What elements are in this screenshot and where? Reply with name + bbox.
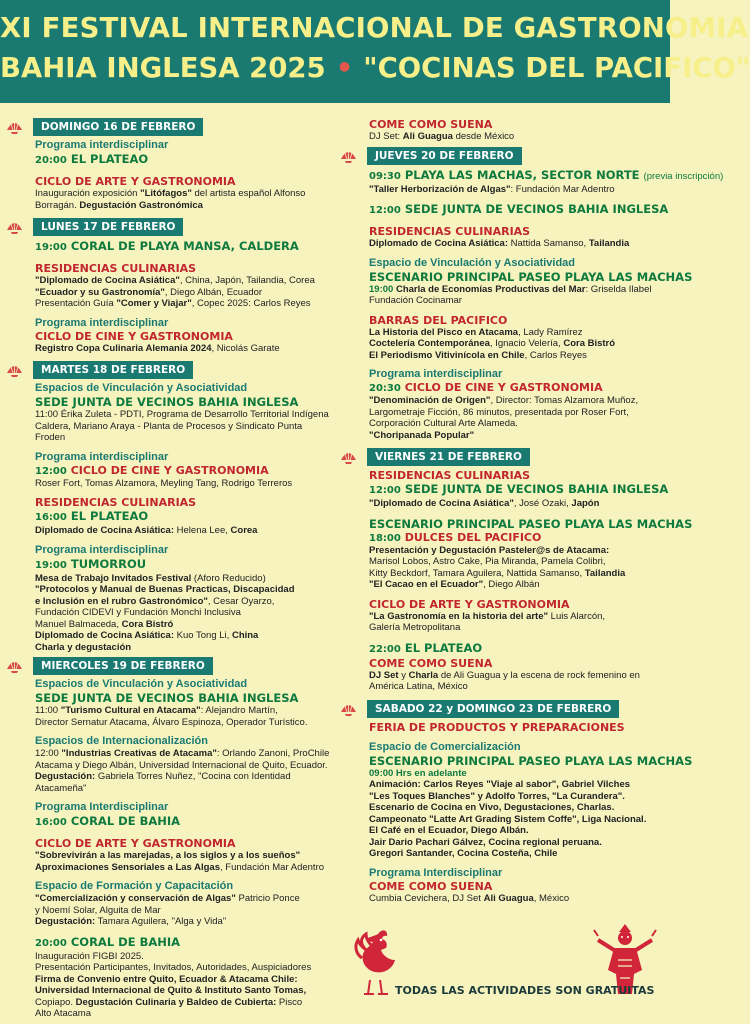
- event-description: Cumbia Cevichera, DJ Set Ali Guagua, México: [369, 892, 570, 904]
- cycle-title: CICLO DE ARTE Y GASTRONOMIA: [35, 175, 236, 188]
- venue-line: 18:00 DULCES DEL PACIFICO: [369, 530, 542, 544]
- day-section-sunday-16: [6, 139, 334, 211]
- event-description: Roser Fort, Tomas Alzamora, Meyling Tang, Rodrigo Terreros: [35, 477, 293, 489]
- venue-name: COME COMO SUENA: [369, 879, 493, 893]
- event-description: Animación: Carlos Reyes "Viaje al sabor", Gabriel Vilches "Les Toques Blanches" y Adolfo Torres, "La Curandera". Escenario de Cocina en Vivo, Degustaciones, Charlas. Campeonato "Latte Art Grading Sistem Coffe", Liga Nacional. El Café en el Ecuador, Diego Albán. Jair Dario Pachari Gálvez, Cocina regional peruana. Gregori Santander, Cocina Costeña, Chile: [369, 779, 647, 859]
- festival-subtitle: [0, 52, 750, 84]
- event-description: La Historia del Pisco en Atacama, Lady Ramírez Coctelería Contemporánea, Ignacio Velería, Cora Bistró El Periodismo Vitivinícola en Chile, Carlos Reyes: [369, 326, 616, 361]
- venue-line: 12:00 CICLO DE CINE Y GASTRONOMIA: [35, 463, 269, 477]
- day-label: LUNES 17 DE FEBRERO: [33, 218, 183, 236]
- venue-name: ESCENARIO PRINCIPAL PASEO PLAYA LAS MACHAS: [369, 516, 693, 531]
- shell-icon: [6, 362, 23, 377]
- event-time: 09:00 Hrs en adelante: [369, 767, 467, 779]
- event-description: "Taller Herborización de Algas": Fundación Mar Adentro: [369, 183, 615, 195]
- venue-name: ESCENARIO PRINCIPAL PASEO PLAYA LAS MACHAS: [369, 753, 693, 768]
- day-header-tuesday-18: [6, 361, 334, 379]
- right-column: [340, 118, 724, 904]
- venue-line: 19:00 CORAL DE PLAYA MANSA, CALDERA: [35, 239, 299, 253]
- event-time: 20:00: [35, 155, 67, 166]
- venue-line: 20:00 CORAL DE BAHIA: [35, 934, 181, 949]
- program-label: Programa interdisciplinar: [35, 139, 169, 151]
- space-label: Espacios de Internacionalización: [35, 735, 208, 747]
- day-label: MARTES 18 DE FEBRERO: [33, 361, 193, 379]
- venue-name: EL PLATEAO: [70, 152, 149, 166]
- day-section-thursday-20: [340, 167, 724, 442]
- event-description: 11:00 Érika Zuleta - PDTI, Programa de Desarrollo Territorial Indígena Caldera, Mariano Araya - Planta de Procesos y Sindicato Punta Froden: [35, 409, 329, 443]
- event-description: "Comercialización y conservación de Algas" Patricio Ponce y Noemí Solar, Alguita de Mar Degustación: Tamara Aguilera, "Alga y Vida": [35, 893, 300, 927]
- event-description: "Diplomado de Cocina Asiática", China, Japón, Tailandia, Corea "Ecuador y su Gastronomía", Diego Albán, Ecuador Presentación Guía "Comer y Viajar", Copec 2025: Carlos Reyes: [35, 275, 315, 309]
- venue-name: SEDE JUNTA DE VECINOS BAHIA INGLESA: [35, 395, 299, 409]
- day-section-wednesday-19: [6, 678, 334, 1020]
- venue-line: 09:30 PLAYA LAS MACHAS, SECTOR NORTE (previa inscripción): [369, 167, 724, 182]
- event-description: "La Gastronomía en la historia del arte" Luis Alarcón, Galería Metropolitana: [369, 610, 606, 633]
- day-header-monday-17: [6, 218, 334, 236]
- program-label: Programa Interdisciplinar: [369, 866, 503, 879]
- fair-title: FERIA DE PRODUCTOS Y PREPARACIONES: [369, 720, 625, 734]
- location-year: BAHIA INGLESA 2025: [0, 52, 326, 84]
- residency-title: RESIDENCIAS CULINARIAS: [369, 469, 531, 482]
- festival-theme: "COCINAS DEL PACIFICO": [363, 52, 750, 84]
- day-section-monday-17: [6, 239, 334, 354]
- venue-name: COME COMO SUENA: [369, 656, 493, 670]
- program-label: Programa interdisciplinar: [35, 316, 169, 329]
- footer-free-activities: TODAS LAS ACTIVIDADES SON GRATUITAS: [395, 984, 655, 997]
- event-description: DJ Set: Ali Guagua desde México: [369, 131, 515, 142]
- venue-name: COME COMO SUENA: [369, 118, 493, 131]
- bullet-separator: •: [335, 52, 354, 84]
- shell-icon: [6, 219, 23, 234]
- program-label: Programa interdisciplinar: [35, 450, 169, 463]
- day-section-tuesday-18: [6, 382, 334, 653]
- venue-line: 16:00 CORAL DE BAHIA: [35, 814, 181, 828]
- day-header-saturday-22: [340, 700, 666, 718]
- venue-line: 12:00 SEDE JUNTA DE VECINOS BAHIA INGLESA: [369, 482, 669, 496]
- day-header-thursday-20: [340, 147, 666, 165]
- venue-line: 16:00 EL PLATEAO: [35, 509, 149, 523]
- shell-icon: [6, 658, 23, 673]
- cycle-title: CICLO DE ARTE Y GASTRONOMIA: [35, 837, 236, 850]
- residency-title: RESIDENCIAS CULINARIAS: [369, 225, 531, 238]
- header-banner: [0, 0, 750, 103]
- venue-line: [35, 152, 334, 168]
- day-header-wednesday-19: [6, 657, 334, 675]
- space-label: Espacios de Vinculación y Asociatividad: [35, 678, 248, 690]
- event-description: "Diplomado de Cocina Asiática", José Ozaki, Japón: [369, 498, 600, 509]
- cinema-cycle-title: CICLO DE CINE Y GASTRONOMIA: [35, 329, 233, 343]
- venue-name: SEDE JUNTA DE VECINOS BAHIA INGLESA: [35, 691, 299, 705]
- event-description: "Sobrevivirán a las marejadas, a los siglos y a los sueños" Aproximaciones Sensoriales a Las Algas, Fundación Mar Adentro: [35, 850, 325, 873]
- event-description: Registro Copa Culinaria Alemania 2024, Nicolás Garate: [35, 342, 280, 354]
- event-description: DJ Set y Charla de Ali Guagua y la escena de rock femenino en América Latina, México: [369, 669, 640, 692]
- program-label: Programa interdisciplinar: [369, 368, 503, 380]
- program-label: Programa Interdisciplinar: [35, 801, 169, 813]
- wednesday-continued: [340, 118, 666, 143]
- day-label: MIERCOLES 19 DE FEBRERO: [33, 657, 213, 675]
- event-description: 11:00 "Turismo Cultural en Atacama": Alejandro Martín, Director Sernatur Atacama, Álvaro Espinoza, Operador Turístico.: [35, 705, 308, 728]
- day-label: JUEVES 20 DE FEBRERO: [367, 147, 522, 165]
- day-header-sunday-16: [6, 118, 334, 136]
- cycle-title: CICLO DE ARTE Y GASTRONOMIA: [369, 597, 570, 611]
- program-label: Programa interdisciplinar: [35, 543, 169, 556]
- event-description: Presentación y Degustación Pasteler@s de Atacama: Marisol Lobos, Astro Cake, Pia Miranda, Pamela Colibri, Kitty Beckdorf, Tamara Aguilera, Nattida Samanso, Tailandia "El Cacao en el Ecuador", Diego Albán: [369, 544, 626, 590]
- shell-icon: [340, 701, 357, 716]
- space-label: Espacios de Vinculación y Asociatividad: [35, 382, 248, 394]
- rooster-illustration: [352, 928, 400, 996]
- event-description: Inauguración exposición "Litófagos" del artista español Alfonso Borragán. Degustación Gastronómica: [35, 188, 306, 211]
- shell-icon: [340, 148, 357, 163]
- space-label: Espacio de Formación y Capacitación: [35, 880, 234, 892]
- venue-line: 22:00 EL PLATEAO: [369, 640, 483, 655]
- event-description: Mesa de Trabajo Invitados Festival (Aforo Reducido) "Protocolos y Manual de Buenas Practicas, Discapacidad e Inclusión en el rubro Gastronómico", Cesar Oyarzo, Fundación CIDEVI y Fundación Monchi Inclusiva Manuel Balmaceda, Cora Bistró Diplomado de Cocina Asiática: Kuo Tong Li, China Charla y degustación: [35, 572, 295, 653]
- day-section-friday-21: [340, 469, 693, 693]
- venue-line: 20:30 CICLO DE CINE Y GASTRONOMIA: [369, 381, 603, 394]
- venue-line: 12:00 SEDE JUNTA DE VECINOS BAHIA INGLESA: [369, 202, 669, 216]
- space-label: Espacio de Vinculación y Asociatividad: [369, 256, 576, 269]
- left-column: [6, 118, 334, 1020]
- space-label: Espacio de Comercialización: [369, 740, 521, 753]
- day-section-saturday-22: [340, 720, 693, 905]
- day-header-friday-21: [340, 448, 666, 466]
- event-description: "Denominación de Origen", Director: Tomas Alzamora Muñoz, Largometraje Ficción, 86 minutos, presentada por Roser Fort, Corporación Cultural Arte Alameda. "Choripanada Popular": [369, 395, 639, 441]
- event-description: Diplomado de Cocina Asiática: Nattida Samanso, Tailandia: [369, 238, 630, 249]
- event-description: Inauguración FIGBI 2025. Presentación Participantes, Invitados, Autoridades, Auspiciadores Firma de Convenio entre Quito, Ecuador & Atacama Chile: Universidad Internacional de Quito & Instituto Santo Tomas, Copiapo. Degustación Culinaria y Baldeo de Cubierta: Pisco Alto Atacama: [35, 950, 312, 1019]
- event-description: 19:00 Charla de Economías Productivas del Mar: Griselda Ilabel Fundación Cocinamar: [369, 283, 652, 306]
- bars-title: BARRAS DEL PACIFICO: [369, 313, 508, 327]
- residency-title: RESIDENCIAS CULINARIAS: [35, 496, 197, 509]
- day-label: VIERNES 21 DE FEBRERO: [367, 448, 530, 466]
- day-label: DOMINGO 16 DE FEBRERO: [33, 118, 203, 136]
- venue-line: 19:00 TUMORROU: [35, 556, 147, 571]
- festival-title: XI FESTIVAL INTERNACIONAL DE GASTRONOMIA: [0, 12, 749, 44]
- residency-title: RESIDENCIAS CULINARIAS: [35, 262, 197, 275]
- venue-name: ESCENARIO PRINCIPAL PASEO PLAYA LAS MACHAS: [369, 269, 693, 284]
- event-description: 12:00 "Industrias Creativas de Atacama": Orlando Zanoni, ProChile Atacama y Diego Albán, Universidad Internacional de Quito, Ecuador. Degustación: Gabriela Torres Nuñez, "Cocina con Identidad Atacameña": [35, 748, 330, 794]
- event-description: Diplomado de Cocina Asiática: Helena Lee, Corea: [35, 525, 258, 536]
- shell-icon: [6, 119, 23, 134]
- shell-icon: [340, 449, 357, 464]
- day-label: SABADO 22 y DOMINGO 23 DE FEBRERO: [367, 700, 619, 718]
